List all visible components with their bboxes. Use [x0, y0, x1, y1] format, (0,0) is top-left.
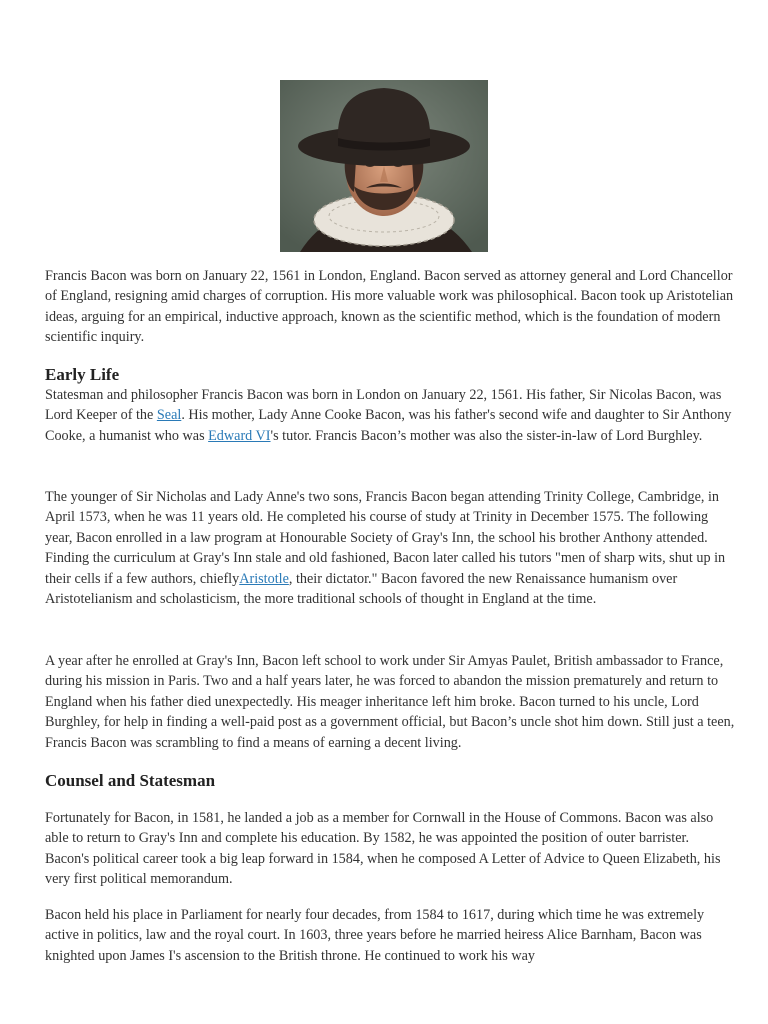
early-life-paragraph-1: [45, 385, 735, 446]
early-life-paragraph-2: [45, 487, 735, 609]
link-seal[interactable]: Seal: [156, 407, 182, 424]
early-life-paragraph-3: A year after he enrolled at Gray's Inn, Bacon left school to work under Sir Amyas Paulet, British ambassador to France, during his mission in Paris. Two and a half years later, he was forced to abandon the mission prematurely and return to England when his father died unexpectedly. His meager inheritance left him broke. Bacon turned to his uncle, Lord Burghley, for help in finding a well-paid post as a government official, but Bacon’s uncle shot him down. Still just a teen, Francis Bacon was scrambling to find a means of earning a decent living.: [45, 653, 735, 751]
heading-early-life: Early Life: [45, 365, 120, 384]
link-aristotle[interactable]: Aristotle: [239, 570, 289, 587]
early-life-p2-text-2: , their dictator." Bacon favored the new Renaissance humanism over Aristotelianism and scholasticism, the more traditional schools of thought in England at the time.: [45, 570, 678, 608]
portrait-image: [280, 80, 488, 252]
heading-counsel-and-statesman: Counsel and Statesman: [45, 771, 216, 790]
early-life-p2-text-1: The younger of Sir Nicholas and Lady Anne's two sons, Francis Bacon began attending Trinity College, Cambridge, in April 1573, when he was 11 years old. He completed his course of study at Trinity in December 1575. The following year, Bacon enrolled in a law program at Honourable Society of Gray's Inn, the school his brother Anthony attended. Finding the curriculum at Gray's Inn stale and old fashioned, Bacon later called his tutors "men of sharp wits, shut up in their cells if a few authors, chiefly: [45, 489, 726, 587]
early-life-p1-text-3: 's tutor. Francis Bacon’s mother was also the sister-in-law of Lord Burghley.: [270, 427, 703, 444]
counsel-paragraph-1: Fortunately for Bacon, in 1581, he landed a job as a member for Cornwall in the House of Commons. Bacon was also able to return to Gray's Inn and complete his education. By 1582, he was appointed the position of outer barrister. Bacon's political career took a big leap forward in 1584, when he composed A Letter of Advice to Queen Elizabeth, his very first political memorandum.: [45, 810, 721, 888]
intro-paragraph: Francis Bacon was born on January 22, 1561 in London, England. Bacon served as attorney general and Lord Chancellor of England, resigning amid charges of corruption. His more valuable work was philosophical. Bacon took up Aristotelian ideas, arguing for an empirical, inductive approach, known as the scientific method, which is the foundation of modern scientific inquiry.: [45, 268, 734, 346]
early-life-p1-text-2: . His mother, Lady Anne Cooke Bacon, was his father's second wife and daughter to Sir Anthony Cooke, a humanist who was: [45, 407, 732, 444]
portrait-drawing: [280, 80, 488, 252]
counsel-paragraph-2: Bacon held his place in Parliament for nearly four decades, from 1584 to 1617, during which time he was extremely active in politics, law and the royal court. In 1603, three years before he married heiress Alice Barnham, Bacon was knighted upon James I's ascension to the British throne. He continued to work his way: [45, 907, 705, 964]
early-life-p1-text-1: Statesman and philosopher Francis Bacon was born in London on January 22, 1561. His father, Sir Nicolas Bacon, was Lord Keeper of the: [45, 387, 722, 424]
link-edward-vi[interactable]: Edward VI: [208, 427, 271, 444]
